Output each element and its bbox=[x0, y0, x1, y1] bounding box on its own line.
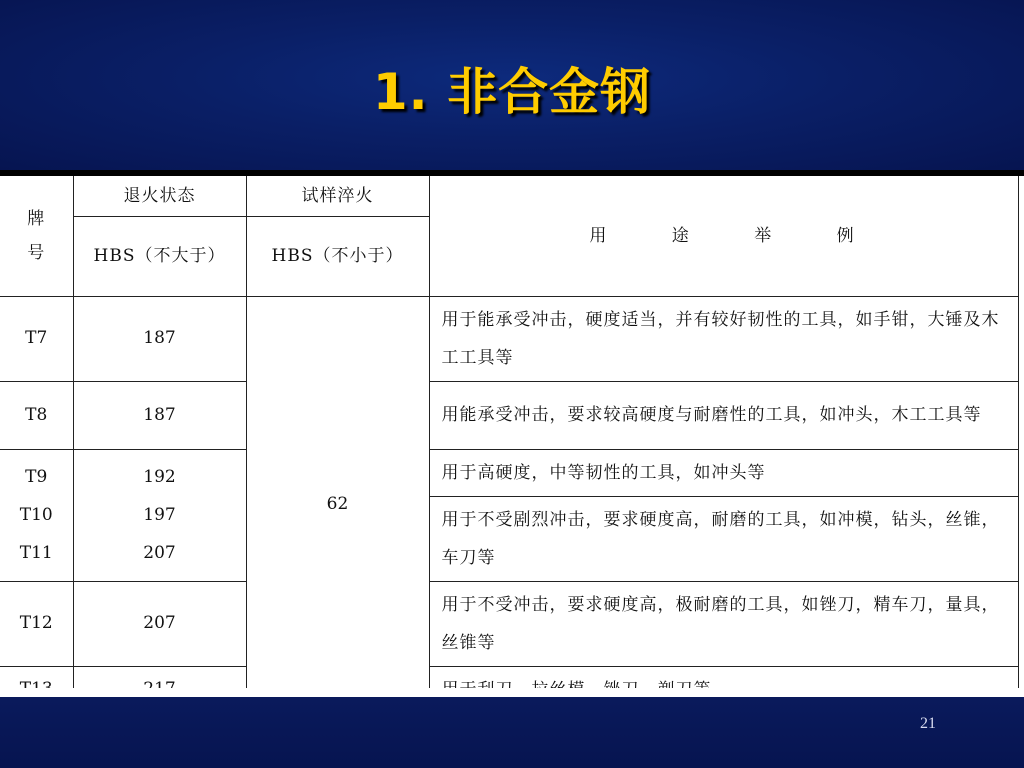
grade-cell: T12 bbox=[0, 581, 73, 666]
hbs-t10: 197 bbox=[143, 505, 176, 525]
grade-t9: T9 bbox=[25, 467, 48, 487]
hbs-t9: 192 bbox=[143, 467, 176, 487]
usage-t9: 用于高硬度，中等韧性的工具，如冲头等 bbox=[430, 450, 1018, 497]
header-usage bbox=[429, 176, 1018, 296]
grade-cell: T7 bbox=[0, 296, 73, 381]
header-annealed-sub: HBS（不大于） bbox=[73, 216, 246, 296]
title-banner bbox=[0, 0, 1024, 173]
quenched-value-cell: 62 bbox=[246, 296, 429, 713]
hbs-cell: 187 bbox=[73, 296, 246, 381]
slide-title: 1. 非合金钢 bbox=[372, 63, 652, 121]
grade-t10: T10 bbox=[19, 505, 53, 525]
usage-cell: 用于能承受冲击，硬度适当，并有较好韧性的工具，如手钳，大锤及木工工具等 bbox=[429, 296, 1018, 381]
usage-cell: 用能承受冲击，要求较高硬度与耐磨性的工具，如冲头，木工工具等 bbox=[429, 381, 1018, 449]
carbon-tool-steel-table bbox=[0, 176, 1019, 714]
header-quenched: 试样淬火 bbox=[246, 176, 429, 216]
header-usage-char-1: 用 bbox=[589, 225, 611, 246]
hbs-cell-group bbox=[73, 449, 246, 581]
header-grade bbox=[0, 176, 73, 296]
header-quenched-sub: HBS（不小于） bbox=[246, 216, 429, 296]
usage-cell-group bbox=[429, 449, 1018, 581]
hbs-cell: 207 bbox=[73, 581, 246, 666]
hbs-cell: 187 bbox=[73, 381, 246, 449]
header-annealed: 退火状态 bbox=[73, 176, 246, 216]
page-number: 21 bbox=[920, 715, 936, 732]
grade-t11: T11 bbox=[19, 543, 53, 563]
header-usage-char-3: 举 bbox=[754, 225, 776, 246]
table-image bbox=[0, 176, 1024, 697]
header-grade-char-1: 牌 bbox=[27, 208, 46, 229]
usage-t10-t11: 用于不受剧烈冲击，要求硬度高，耐磨的工具，如冲模，钻头，丝锥，车刀等 bbox=[441, 509, 1000, 568]
grade-cell-group bbox=[0, 449, 73, 581]
footer-bar bbox=[0, 697, 1024, 768]
usage-cell: 用于不受冲击，要求硬度高，极耐磨的工具，如锉刀，精车刀，量具，丝锥等 bbox=[429, 581, 1018, 666]
table-bottom-margin bbox=[0, 688, 1024, 697]
grade-cell: T8 bbox=[0, 381, 73, 449]
header-grade-char-2: 号 bbox=[27, 242, 46, 263]
header-usage-char-4: 例 bbox=[836, 225, 858, 246]
hbs-t11: 207 bbox=[143, 543, 176, 563]
header-usage-char-2: 途 bbox=[671, 225, 693, 246]
